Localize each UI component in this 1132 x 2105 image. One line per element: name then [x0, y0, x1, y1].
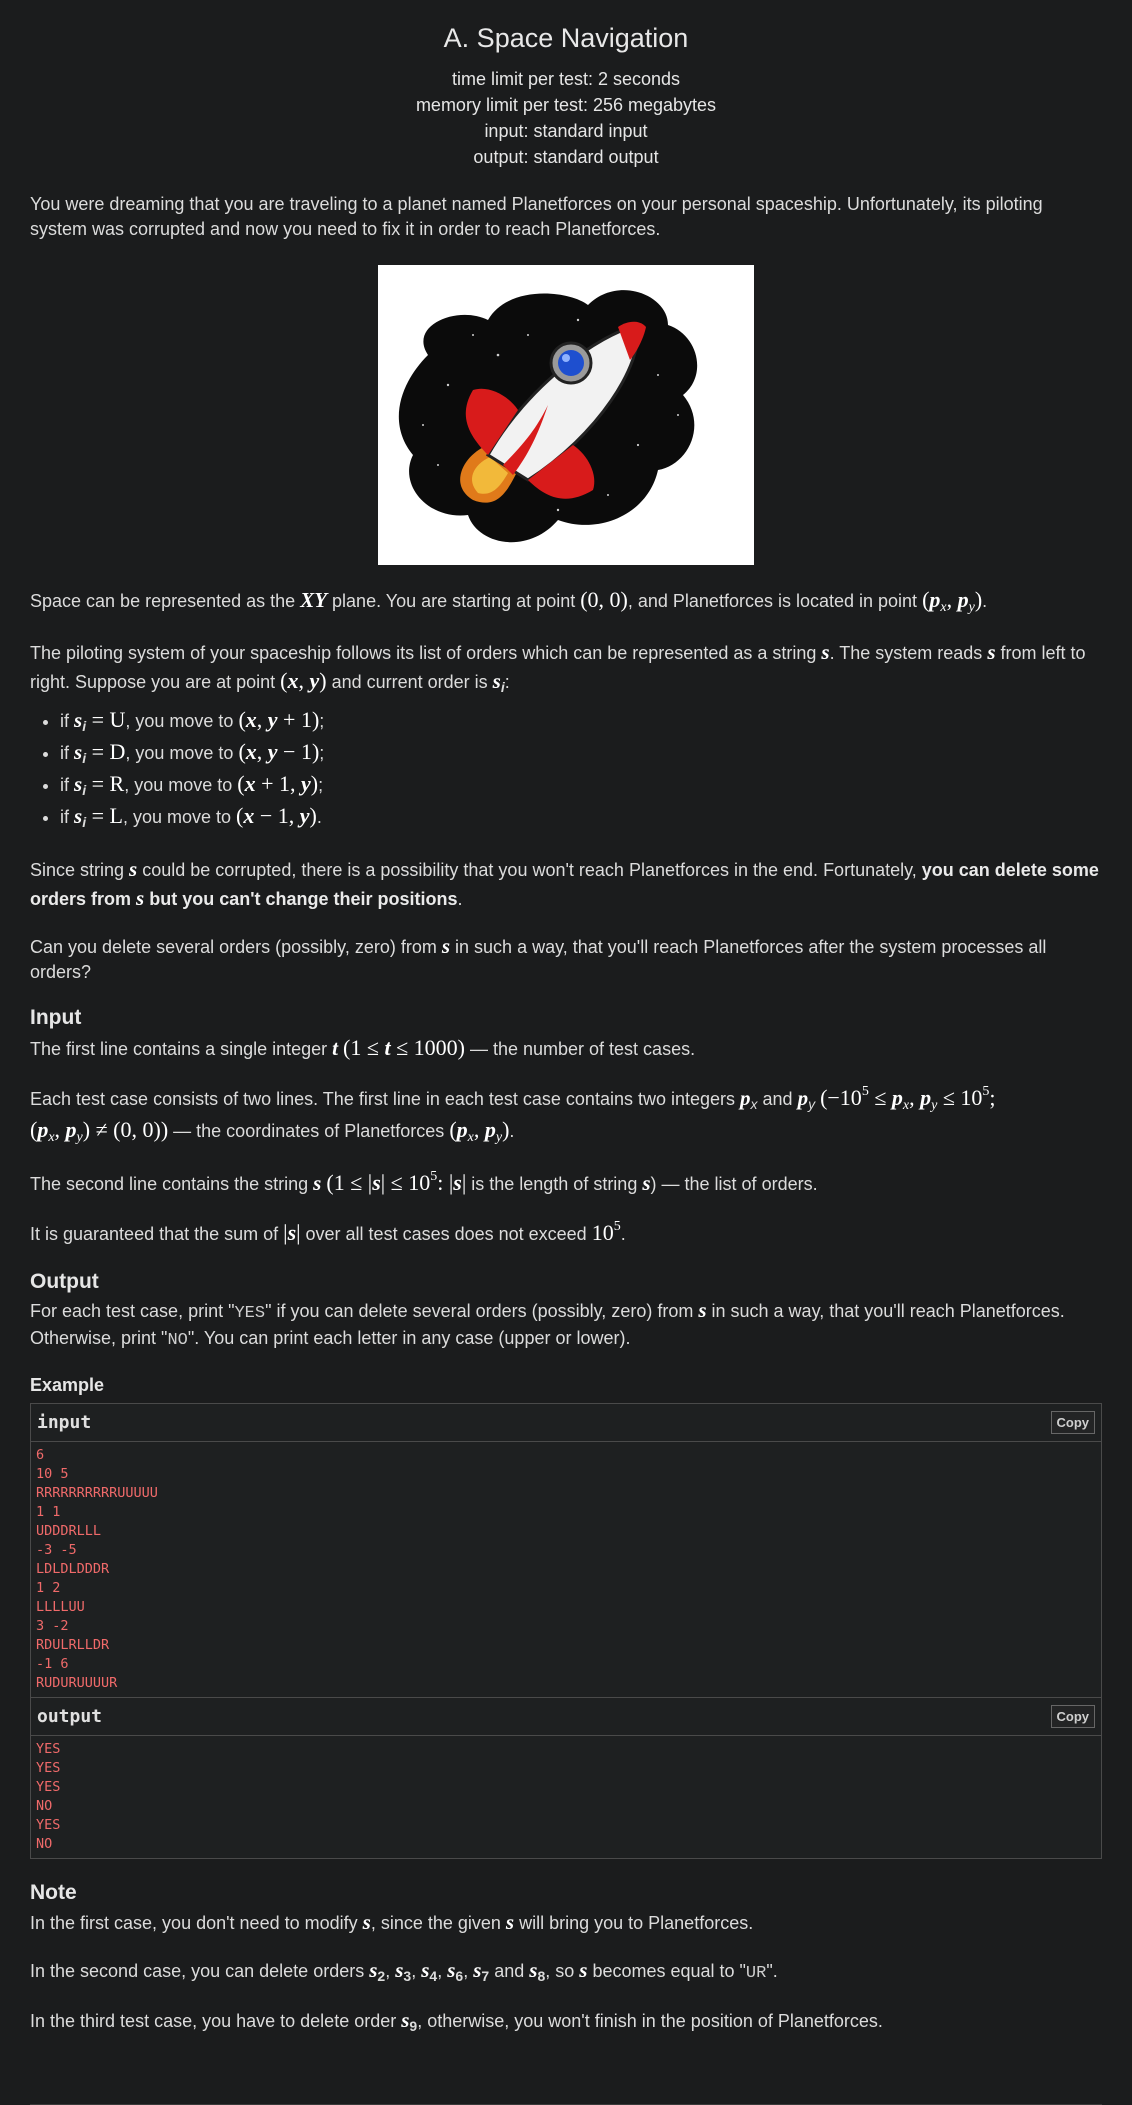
sample-input-line: 1 2: [36, 1580, 61, 1597]
input-line-4: It is guaranteed that the sum of |s| over all test cases does not exceed $10^5$.: [30, 1218, 626, 1245]
note-section-title: Note: [30, 1881, 77, 1905]
output-section-title: Output: [30, 1269, 99, 1293]
sample-output-line: YES: [36, 1779, 61, 1796]
intro-paragraph: You were dreaming that you are traveling to a planet named Planetforces on your personal spaceship. Unfortunately, its piloting system was corrupted and now you need to fix it in order to reach Planetforces.: [30, 194, 1043, 239]
rocket-illustration: [378, 265, 754, 565]
list-item: • if $s_i = D$, you move to (x, y − 1);: [60, 739, 1102, 771]
sample-input-line: RRRRRRRRRRUUUUU: [36, 1485, 158, 1502]
sample-input-line: 3 -2: [36, 1618, 69, 1635]
sample-input-line: -1 6: [36, 1656, 69, 1673]
problem-header: [30, 0, 1102, 170]
input-section-title: Input: [30, 1006, 82, 1030]
move-rules-list: [30, 707, 1102, 835]
sample-input-line: -3 -5: [36, 1542, 77, 1559]
note-line-3: In the third test case, you have to delete order $s_9$, otherwise, you won't finish in the position of Planetforces.: [30, 2007, 883, 2034]
list-item: • if $s_i = L$, you move to (x − 1, y).: [60, 803, 1102, 835]
sample-output-label: output: [37, 1705, 103, 1727]
memory-limit: memory limit per test: 256 megabytes: [415, 95, 717, 116]
sample-output-line: YES: [36, 1760, 61, 1777]
sample-input-line: RUDURUUUUR: [36, 1675, 118, 1692]
orders-paragraph: The piloting system of your spaceship follows its list of orders which can be represented as a string s. The system reads s from left to right. Suppose you are at point (x, y) and current order is $s_i$:: [30, 639, 1086, 696]
sample-input-line: LLLLUU: [36, 1599, 85, 1616]
input-type: input: standard input: [484, 121, 648, 142]
example-title: Example: [30, 1374, 105, 1395]
rocket-icon: [378, 265, 754, 565]
output-type: output: standard output: [473, 147, 659, 168]
copy-output-button[interactable]: Copy: [1051, 1705, 1096, 1729]
list-item: • if $s_i = U$, you move to (x, y + 1);: [60, 707, 1102, 739]
corrupted-paragraph: Since string s could be corrupted, there is a possibility that you won't reach Planetforces in the end. Fortunately, you can delete some orders from s but you can't change their positions.: [30, 857, 1099, 910]
problem-title: A. Space Navigation: [443, 23, 689, 53]
note-line-1: In the first case, you don't need to modify s, since the given s will bring you to Planetforces.: [30, 1909, 754, 1934]
sample-output-content[interactable]: [31, 1736, 1101, 1858]
note-line-2: In the second case, you can delete orders $s_2$, $s_3$, $s_4$, $s_6$, $s_7$ and $s_8$, so s becomes equal to "UR".: [30, 1957, 778, 1984]
input-line-2: Each test case consists of two lines. The first line in each test case contains two integers $p_x$ and $p_y$ ($-10^5 \le p_x$, $p_y \le 10^5$; ($p_x$, $p_y) \ne (0$, 0)) — the coordinates of Planetforces ($p_x$, $p_y$).: [30, 1083, 996, 1146]
sample-input-label: input: [37, 1411, 92, 1433]
sample-output-line: NO: [36, 1798, 53, 1815]
sample-input-line: 6: [36, 1447, 45, 1464]
copy-input-button[interactable]: Copy: [1051, 1411, 1096, 1435]
sample-input-block: [30, 1403, 1102, 1698]
question-paragraph: Can you delete several orders (possibly, zero) from s in such a way, that you'll reach Planetforces after the system processes all orders?: [30, 933, 1047, 983]
sample-input-line: 1 1: [36, 1504, 61, 1521]
sample-input-line: LDLDLDDDR: [36, 1561, 110, 1578]
sample-output-block: [30, 1698, 1102, 1859]
sample-input-line: UDDDRLLL: [36, 1523, 102, 1540]
output-description: For each test case, print "YES" if you can delete several orders (possibly, zero) from s in such a way, that you'll reach Planetforces. Otherwise, print "NO". You can print each letter in any case (upper or lower).: [30, 1298, 1065, 1350]
input-line-3: The second line contains the string s ($1 \le |s| \le 10^5$: |s| is the length of string s) — the list of orders.: [30, 1169, 818, 1196]
time-limit: time limit per test: 2 seconds: [451, 69, 681, 90]
sample-output-line: YES: [36, 1741, 61, 1758]
sample-output-line: NO: [36, 1836, 53, 1853]
sample-output-line: YES: [36, 1817, 61, 1834]
sample-input-line: 10 5: [36, 1466, 69, 1483]
sample-input-line: RDULRLLDR: [36, 1637, 110, 1654]
list-item: • if $s_i = R$, you move to (x + 1, y);: [60, 771, 1102, 803]
space-paragraph: Space can be represented as the XY plane. You are starting at point (0, 0), and Planetforces is located in point ($p_x$, $p_y$).: [30, 587, 988, 616]
input-line-1: The first line contains a single integer t (1 ≤ t ≤ 1000) — the number of test cases.: [30, 1034, 696, 1060]
sample-input-content[interactable]: [31, 1442, 1101, 1697]
